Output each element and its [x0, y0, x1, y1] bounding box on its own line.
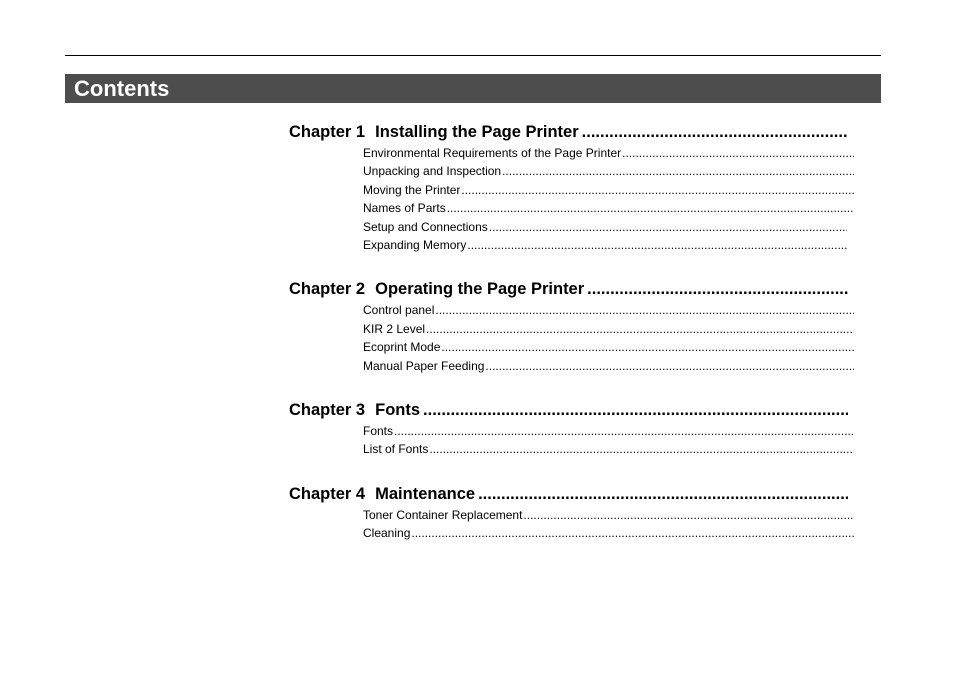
page-title: Contents — [74, 76, 170, 101]
toc-entry[interactable] — [363, 181, 854, 199]
chapter-title: Maintenance — [375, 484, 476, 503]
toc-entry-label: List of Fonts — [363, 442, 429, 457]
toc-entry[interactable] — [363, 144, 854, 162]
toc-entry[interactable] — [363, 301, 854, 319]
chapter-3-heading[interactable] — [289, 399, 848, 421]
chapter-1 — [289, 121, 854, 254]
toc-entry-label: Environmental Requirements of the Page Printer — [363, 146, 622, 160]
chapter-title: Installing the Page Printer — [375, 123, 579, 141]
chapter-title: Operating the Page Printer — [375, 280, 585, 299]
dot-leader — [587, 278, 848, 300]
dot-leader — [478, 483, 848, 505]
toc-entry[interactable] — [363, 422, 854, 440]
chapter-2 — [289, 278, 854, 375]
toc-entry[interactable] — [363, 440, 854, 458]
dot-leader — [582, 121, 848, 143]
chapter-1-heading[interactable] — [289, 121, 848, 143]
title-bar — [65, 74, 881, 103]
toc-entry-label: Fonts — [363, 424, 394, 439]
dot-leader — [435, 301, 854, 319]
dot-leader — [485, 357, 854, 375]
dot-leader — [426, 320, 854, 338]
chapter-4-heading[interactable] — [289, 483, 848, 505]
toc-entry-label: Control panel — [363, 303, 435, 318]
toc-entry-label: Toner Container Replacement — [363, 507, 523, 522]
chapter-title: Fonts — [375, 401, 421, 420]
toc-entry[interactable] — [363, 524, 854, 542]
toc-entry-label: KIR 2 Level — [363, 321, 426, 336]
dot-leader — [523, 506, 854, 524]
toc-entry[interactable] — [363, 506, 854, 524]
chapter-3-entries — [363, 422, 854, 459]
dot-leader — [394, 422, 854, 440]
chapter-number: Chapter 2 — [289, 280, 366, 299]
toc-entry[interactable] — [363, 338, 854, 356]
chapter-1-entries — [363, 144, 854, 254]
dot-leader — [622, 144, 854, 162]
toc-entry-label: Moving the Printer — [363, 182, 461, 197]
dot-leader — [502, 162, 854, 180]
toc-entry[interactable] — [363, 320, 854, 338]
chapter-4-entries — [363, 506, 854, 543]
toc-entry-label: Unpacking and Inspection — [363, 164, 502, 179]
chapter-3 — [289, 399, 854, 459]
toc-entry[interactable] — [363, 218, 847, 236]
toc-entry[interactable] — [363, 162, 854, 180]
toc-entry[interactable] — [363, 357, 854, 375]
chapter-number: Chapter 3 — [289, 401, 366, 420]
toc-entry-label: Ecoprint Mode — [363, 340, 441, 355]
toc-entry[interactable] — [363, 236, 847, 254]
dot-leader — [423, 399, 848, 421]
dot-leader — [429, 440, 854, 458]
toc-entry-label: Names of Parts — [363, 201, 446, 216]
dot-leader — [411, 524, 854, 542]
dot-leader — [441, 338, 854, 356]
top-rule — [65, 55, 881, 56]
dot-leader — [461, 181, 854, 199]
chapter-2-entries — [363, 301, 854, 375]
dot-leader — [447, 199, 854, 217]
dot-leader — [467, 236, 847, 254]
chapter-2-heading[interactable] — [289, 278, 848, 300]
toc-entry[interactable] — [363, 199, 854, 217]
toc-entry-label: Setup and Connections — [363, 219, 488, 234]
chapter-4 — [289, 483, 854, 543]
toc-entry-label: Manual Paper Feeding — [363, 358, 485, 373]
toc-entry-label: Expanding Memory — [363, 238, 467, 253]
chapter-number: Chapter 1 — [289, 123, 366, 141]
table-of-contents — [289, 121, 854, 567]
toc-entry-label: Cleaning — [363, 526, 411, 541]
chapter-number: Chapter 4 — [289, 484, 366, 503]
dot-leader — [489, 218, 847, 236]
